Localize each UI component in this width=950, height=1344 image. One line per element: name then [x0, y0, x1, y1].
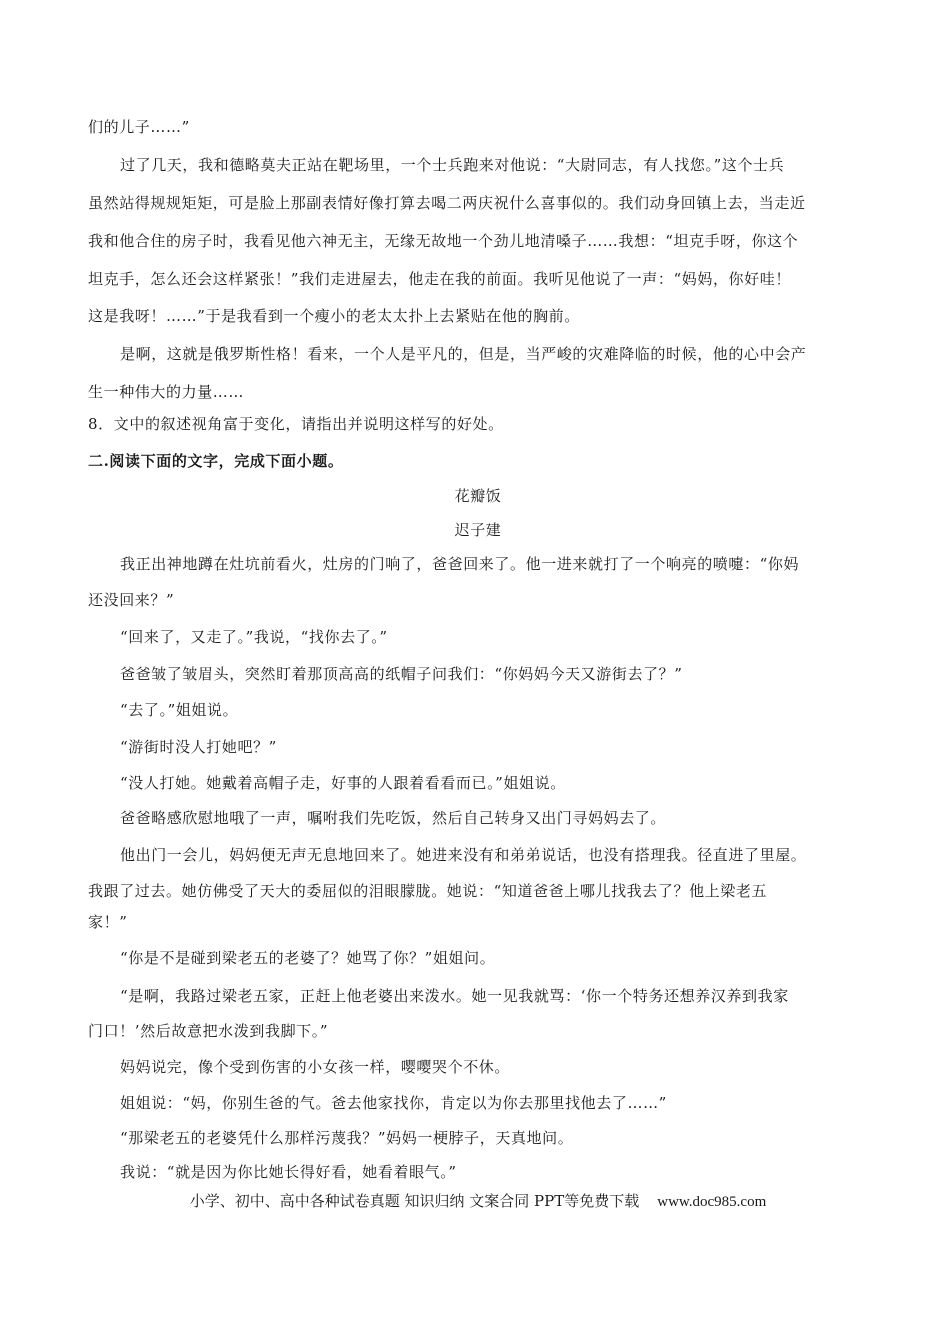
paragraph-line: 家！”: [88, 913, 128, 931]
section-heading: 二.阅读下面的文字，完成下面小题。: [88, 452, 344, 470]
paragraph-line: 这是我呀！……”于是我看到一个瘦小的老太太扑上去紧贴在他的胸前。: [88, 307, 580, 325]
paragraph-line: 他出门一会儿，妈妈便无声无息地回来了。她进来没有和弟弟说话，也没有搭理我。径直进了里屋。: [120, 846, 807, 864]
paragraph-line: 我和他合住的房子时，我看见他六神无主，无缘无故地一个劲儿地清嗓子……我想：“坦克手呀，你这个: [88, 232, 799, 250]
paragraph-line: 还没回来？”: [88, 591, 175, 609]
paragraph-line: 门口！’然后故意把水泼到我脚下。”: [88, 1022, 329, 1040]
paragraph-line: “游街时没人打她吧？”: [120, 738, 277, 756]
paragraph-line: 我说：“就是因为你比她长得好看，她看着眼气。”: [120, 1163, 457, 1181]
article-title: 花瓣饭: [454, 487, 502, 505]
paragraph-line: 姐姐说：“妈，你别生爸的气。爸去他家找你，肯定以为你去那里找他去了……”: [120, 1094, 667, 1112]
paragraph-line: 过了几天，我和德略莫夫正站在靶场里，一个士兵跑来对他说：“大尉同志，有人找您。”这个士兵: [120, 156, 785, 174]
paragraph-line: 爸爸略感欣慰地哦了一声，嘱咐我们先吃饭，然后自己转身又出门寻妈妈去了。: [120, 809, 667, 827]
paragraph-line: 爸爸皱了皱眉头，突然盯着那顶高高的纸帽子问我们：“你妈妈今天又游街去了？”: [120, 665, 683, 683]
paragraph-line: “你是不是碰到梁老五的老婆了？她骂了你？”姐姐问。: [120, 949, 496, 967]
paragraph-line: “回来了，又走了。”我说，“找你去了。”: [120, 628, 388, 646]
page-footer: [88, 1191, 868, 1212]
paragraph-line: “是啊，我路过梁老五家，正赶上他老婆出来泼水。她一见我就骂：‘你一个特务还想养汉养到我家: [120, 987, 789, 1005]
paragraph-line: “去了。”姐姐说。: [120, 701, 239, 719]
question-8: 8．文中的叙述视角富于变化，请指出并说明这样写的好处。: [88, 415, 504, 433]
footer-site-link[interactable]: www.doc985.com: [657, 1194, 767, 1210]
paragraph-line: 虽然站得规规矩矩，可是脸上那副表情好像打算去喝二两庆祝什么喜事似的。我们动身回镇上去，当走近: [88, 194, 806, 212]
article-author: 迟子建: [454, 521, 502, 539]
paragraph-line: 坦克手，怎么还会这样紧张！”我们走进屋去，他走在我的前面。我听见他说了一声：“妈妈，你好哇！: [88, 270, 791, 288]
paragraph-line: 妈妈说完，像个受到伤害的小女孩一样，嘤嘤哭个不休。: [120, 1058, 511, 1076]
paragraph-line: “没人打她。她戴着高帽子走，好事的人跟着看看而已。”姐姐说。: [120, 774, 566, 792]
paragraph-line: 生一种伟大的力量……: [88, 383, 245, 401]
paragraph-line: 们的儿子……”: [88, 118, 190, 136]
paragraph-line: “那梁老五的老婆凭什么那样污蔑我？”妈妈一梗脖子，天真地问。: [120, 1129, 574, 1147]
paragraph-line: 我正出神地蹲在灶坑前看火，灶房的门响了，爸爸回来了。他一进来就打了一个响亮的喷嚏：“你妈: [120, 555, 800, 573]
paragraph-line: 是啊，这就是俄罗斯性格！看来，一个人是平凡的，但是，当严峻的灾难降临的时候，他的心中会产: [120, 345, 807, 363]
paragraph-line: 我跟了过去。她仿佛受了天大的委屈似的泪眼朦胧。她说：“知道爸爸上哪儿找我去了？他上梁老五: [88, 882, 768, 900]
footer-text: 小学、初中、高中各种试卷真题 知识归纳 文案合同 PPT等免费下载: [189, 1192, 640, 1210]
